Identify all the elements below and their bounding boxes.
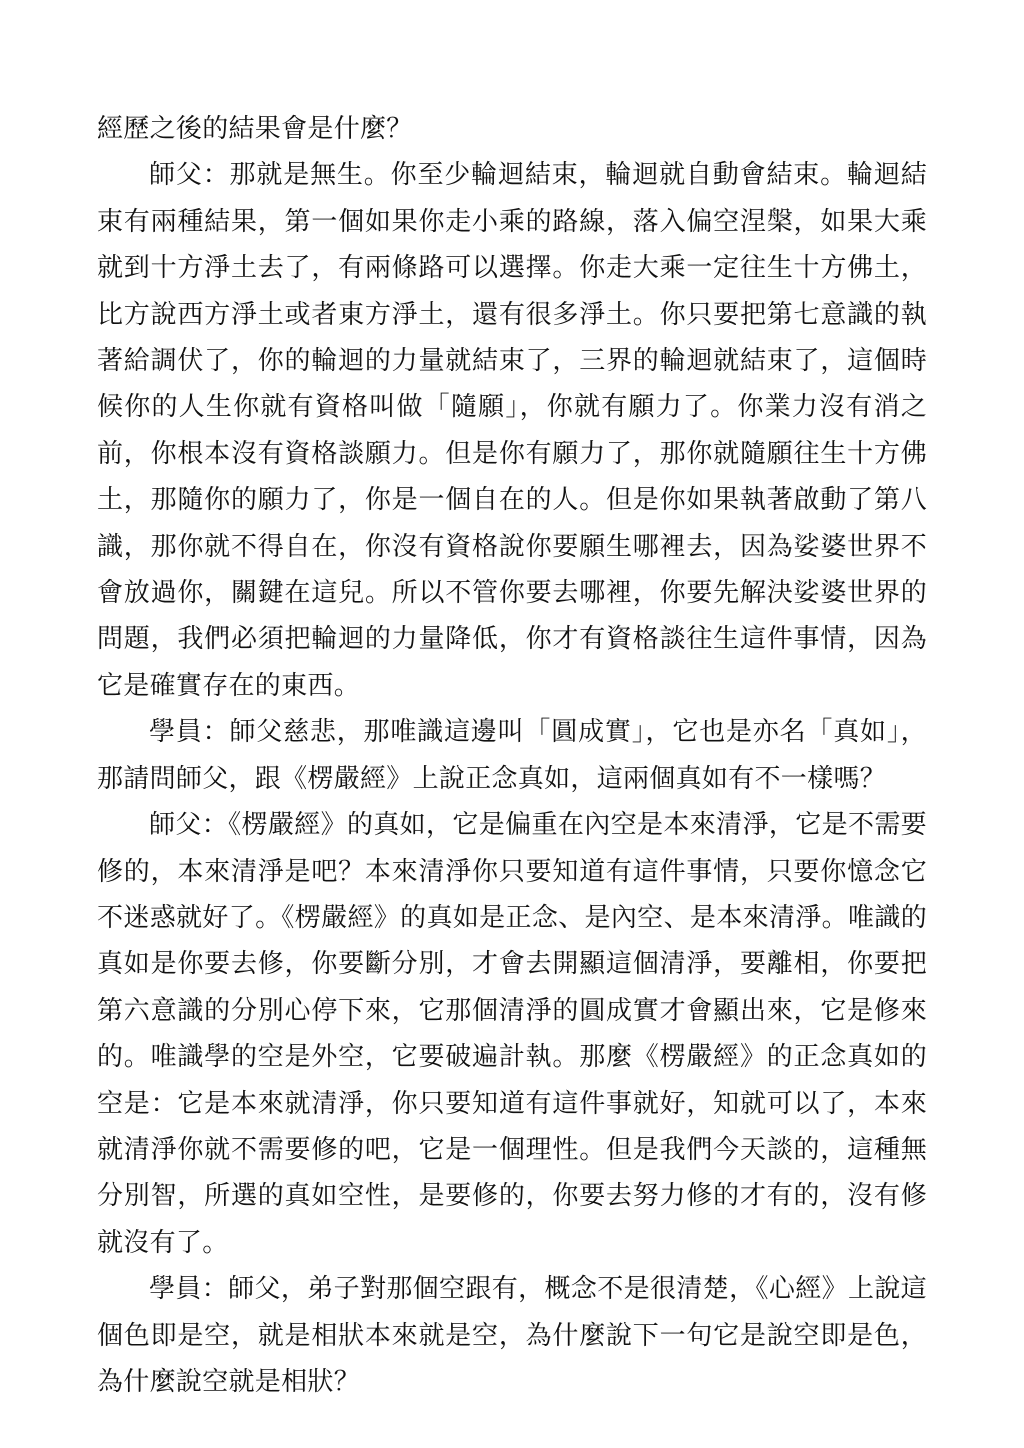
paragraph-5: 學員：師父，弟子對那個空跟有，概念不是很清楚，《心經》上說這個色即是空，就是相狀本來就是空，為什麼說下一句它是說空即是色，為什麼說空就是相狀？ (97, 1274, 927, 1397)
paragraph-2: 師父：那就是無生。你至少輪迴結束，輪迴就自動會結束。輪迴結束有兩種結果，第一個如果你走小乘的路線，落入偏空涅槃，如果大乘就到十方淨土去了，有兩條路可以選擇。你走大乘一定往生十方佛土，比方說西方淨土或者東方淨土，還有很多淨土。你只要把第七意識的執著給調伏了，你的輪迴的力量就結束了，三界的輪迴就結束了，這個時候你的人生你就有資格叫做「隨願」，你就有願力了。你業力沒有消之前，你根本沒有資格談願力。但是你有願力了，那你就隨願往生十方佛土，那隨你的願力了，你是一個自在的人。但是你如果執著啟動了第八識，那你就不得自在，你沒有資格說你要願生哪裡去，因為娑婆世界不會放過你，關鍵在這兒。所以不管你要去哪裡，你要先解決娑婆世界的問題，我們必須把輪迴的力量降低，你才有資格談往生這件事情，因為它是確實存在的東西。 (97, 160, 927, 701)
paragraph-3: 學員：師父慈悲，那唯識這邊叫「圓成實」，它也是亦名「真如」，那請問師父，跟《楞嚴經》上說正念真如，這兩個真如有不一樣嗎？ (97, 717, 927, 794)
paragraph-1: 經歷之後的結果會是什麼？ (97, 114, 413, 144)
document-body (97, 106, 927, 1405)
paragraph-4: 師父：《楞嚴經》的真如，它是偏重在內空是本來清淨，它是不需要修的，本來清淨是吧？本來清淨你只要知道有這件事情，只要你憶念它不迷惑就好了。《楞嚴經》的真如是正念、是內空、是本來清淨。唯識的真如是你要去修，你要斷分別，才會去開顯這個清淨，要離相，你要把第六意識的分別心停下來，它那個清淨的圓成實才會顯出來，它是修來的。唯識學的空是外空，它要破遍計執。那麼《楞嚴經》的正念真如的空是：它是本來就清淨，你只要知道有這件事就好，知就可以了，本來就清淨你就不需要修的吧，它是一個理性。但是我們今天談的，這種無分別智，所選的真如空性，是要修的，你要去努力修的才有的，沒有修就沒有了。 (97, 810, 927, 1258)
